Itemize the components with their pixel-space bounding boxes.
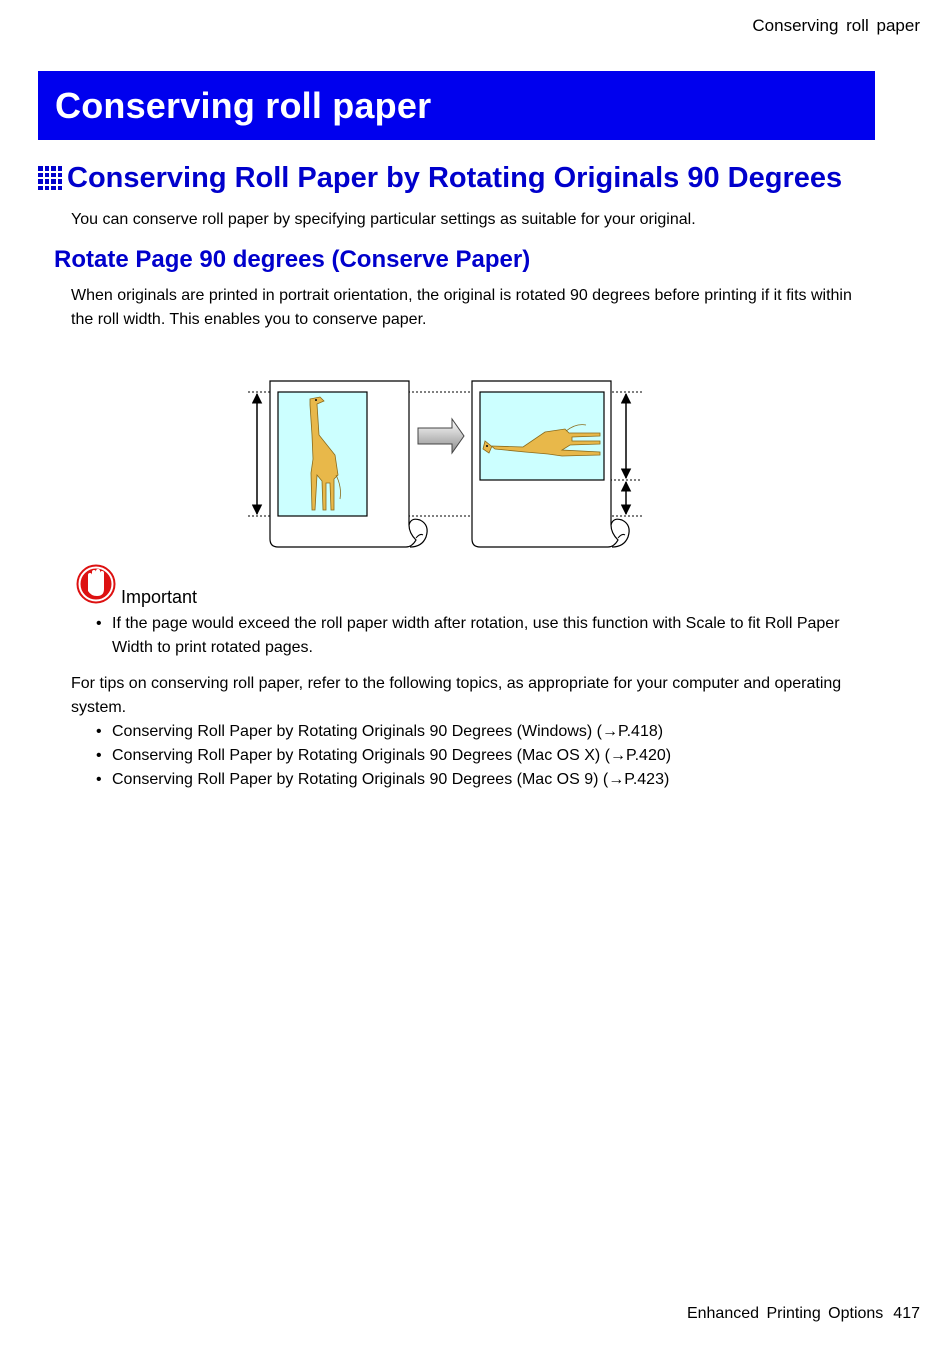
footer-chapter: Enhanced Printing Options bbox=[686, 1305, 884, 1322]
list-item: • If the page would exceed the roll paper width after rotation, use this function with Scale to fit Roll Paper Width to print rotated pages. bbox=[74, 612, 854, 660]
tips-links bbox=[74, 720, 874, 792]
subsection-title: Rotate Page 90 degrees (Conserve Paper) bbox=[54, 246, 531, 273]
stop-hand-icon bbox=[74, 562, 118, 606]
arrow-right-icon bbox=[418, 419, 464, 453]
rotation-figure bbox=[240, 375, 650, 555]
link-windows[interactable]: • Conserving Roll Paper by Rotating Originals 90 Degrees (Windows) (→P.418) bbox=[74, 720, 874, 744]
important-label: Important bbox=[121, 587, 198, 607]
title-bar bbox=[38, 71, 875, 140]
link-mac-os-x[interactable]: • Conserving Roll Paper by Rotating Originals 90 Degrees (Mac OS X) (→P.420) bbox=[74, 744, 874, 768]
link-mac-os-9[interactable]: • Conserving Roll Paper by Rotating Originals 90 Degrees (Mac OS 9) (→P.423) bbox=[74, 768, 874, 792]
tips-text: For tips on conserving roll paper, refer to the following topics, as appropriate for your computer and operating system. bbox=[71, 675, 842, 716]
page-title: Conserving roll paper bbox=[55, 85, 432, 126]
roll-paper-rotated-icon bbox=[472, 381, 629, 547]
page-footer bbox=[687, 1305, 920, 1323]
important-list bbox=[74, 612, 854, 660]
section-heading bbox=[38, 158, 842, 198]
section-title: Conserving Roll Paper by Rotating Originals 90 Degrees bbox=[67, 161, 843, 194]
page-number: 417 bbox=[893, 1305, 920, 1322]
section-intro: You can conserve roll paper by specifying particular settings as suitable for your original. bbox=[71, 211, 696, 228]
running-header: Conserving roll paper bbox=[752, 16, 920, 35]
grid-icon bbox=[38, 166, 62, 190]
roll-paper-portrait-icon bbox=[270, 381, 427, 547]
subsection-description: When originals are printed in portrait orientation, the original is rotated 90 degrees before printing if it fits within the roll width. This enables you to conserve paper. bbox=[71, 287, 852, 328]
